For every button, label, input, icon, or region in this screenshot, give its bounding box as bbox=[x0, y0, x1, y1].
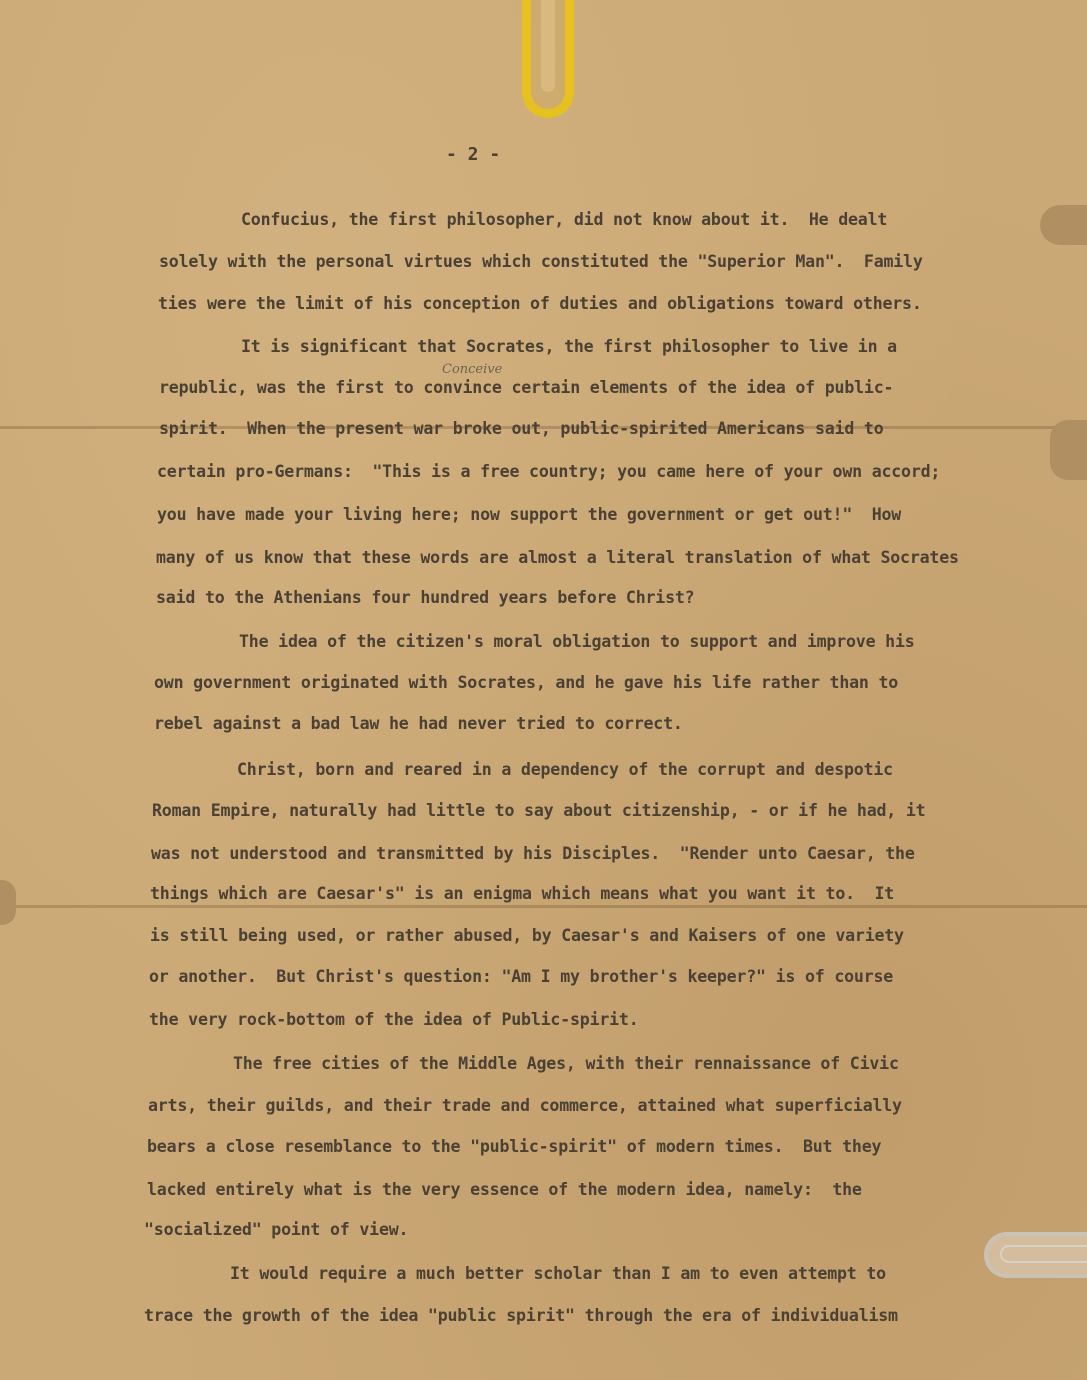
text-line: certain pro-Germans: "This is a free country; you came here of your own accord; bbox=[157, 462, 941, 481]
text-line: bears a close resemblance to the "public-spirit" of modern times. But they bbox=[147, 1137, 882, 1156]
text-line: many of us know that these words are almost a literal translation of what Socrates bbox=[156, 548, 959, 567]
paper-fold-line bbox=[0, 905, 1087, 908]
text-line: arts, their guilds, and their trade and commerce, attained what superficially bbox=[148, 1096, 902, 1115]
text-line: things which are Caesar's" is an enigma which means what you want it to. It bbox=[150, 884, 895, 903]
torn-edge bbox=[1040, 205, 1087, 245]
text-line: "socialized" point of view. bbox=[144, 1220, 409, 1239]
paper-clip-icon bbox=[522, 0, 574, 118]
text-line: republic, was the first to convince certain elements of the idea of public- bbox=[159, 378, 894, 397]
text-line: rebel against a bad law he had never tried to correct. bbox=[154, 714, 683, 733]
text-line: you have made your living here; now support the government or get out!" How bbox=[157, 505, 902, 524]
text-line: solely with the personal virtues which constituted the "Superior Man". Family bbox=[159, 252, 923, 271]
text-line: Confucius, the first philosopher, did not know about it. He dealt bbox=[241, 210, 888, 229]
text-line: was not understood and transmitted by his Disciples. "Render unto Caesar, the bbox=[151, 844, 915, 863]
text-line: It would require a much better scholar than I am to even attempt to bbox=[230, 1264, 886, 1283]
torn-edge bbox=[0, 880, 16, 925]
text-line: lacked entirely what is the very essence of the modern idea, namely: the bbox=[147, 1180, 862, 1199]
text-line: The free cities of the Middle Ages, with their rennaissance of Civic bbox=[233, 1054, 899, 1073]
text-line: is still being used, or rather abused, by Caesar's and Kaisers of one variety bbox=[150, 926, 904, 945]
text-line: ties were the limit of his conception of duties and obligations toward others. bbox=[158, 294, 922, 313]
text-line: trace the growth of the idea "public spirit" through the era of individualism bbox=[144, 1306, 898, 1325]
text-line: Roman Empire, naturally had little to say about citizenship, - or if he had, it bbox=[152, 801, 926, 820]
torn-edge bbox=[1050, 420, 1087, 480]
text-line: spirit. When the present war broke out, public-spirited Americans said to bbox=[159, 419, 884, 438]
text-line: own government originated with Socrates, and he gave his life rather than to bbox=[154, 673, 899, 692]
handwritten-annotation: Conceive bbox=[442, 362, 503, 377]
text-line: said to the Athenians four hundred years before Christ? bbox=[156, 588, 695, 607]
paper-clip-icon bbox=[984, 1232, 1087, 1278]
text-line: the very rock-bottom of the idea of Public-spirit. bbox=[149, 1010, 639, 1029]
text-line: Christ, born and reared in a dependency of the corrupt and despotic bbox=[237, 760, 893, 779]
text-line: It is significant that Socrates, the first philosopher to live in a bbox=[241, 337, 897, 356]
page-number: - 2 - bbox=[446, 144, 501, 165]
text-line: or another. But Christ's question: "Am I my brother's keeper?" is of course bbox=[149, 967, 894, 986]
text-line: The idea of the citizen's moral obligation to support and improve his bbox=[239, 632, 915, 651]
